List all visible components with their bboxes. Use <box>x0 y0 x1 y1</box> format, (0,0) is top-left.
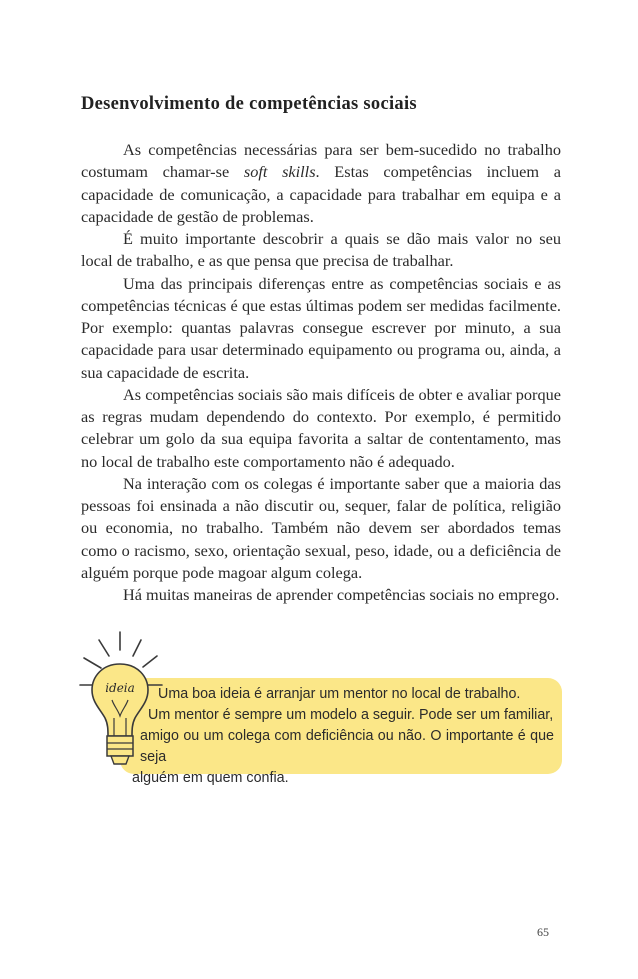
tip-line: Um mentor é sempre um modelo a seguir. Pode ser um familiar, <box>148 707 554 723</box>
tip-line: alguém em quem confia. <box>132 770 289 786</box>
paragraph-text: As competências necessárias para ser bem-sucedido no trabalho costumam chamar-se <box>81 140 561 182</box>
emphasized-term: soft skills <box>243 162 316 182</box>
body-text <box>81 139 561 606</box>
paragraph-text: . Estas competências incluem a capacidade de comunicação, a capacidade para trabalhar em equipa e a capacidade de gestão de problemas. <box>81 162 561 226</box>
paragraph: É muito importante descobrir a quais se dão mais valor no seu local de trabalho, e as que pensa que precisa de trabalhar. <box>81 229 561 271</box>
tip-line: amigo ou um colega com deficiência ou não. O importante é que seja <box>140 728 554 765</box>
section-heading: Desenvolvimento de competências sociais <box>81 94 417 114</box>
paragraph: As competências sociais são mais difíceis de obter e avaliar porque as regras mudam dependendo do contexto. Por exemplo, é permitido celebrar um golo da sua equipa favorita a saltar de contentamento, mas no local de trabalho este comportamento não é adequado. <box>81 384 561 471</box>
tip-text <box>132 684 554 789</box>
tip-line: Uma boa ideia é arranjar um mentor no local de trabalho. <box>158 686 521 702</box>
page-number: 65 <box>537 925 549 939</box>
paragraph <box>81 139 561 228</box>
paragraph: Uma das principais diferenças entre as competências sociais e as competências técnicas é que estas últimas podem ser medidas facilmente. Por exemplo: quantas palavras consegue escrever por minuto, a sua capacidade para usar determinado equipamento ou programa ou, ainda, a sua capacidade de escrita. <box>81 273 561 382</box>
paragraph: Há muitas maneiras de aprender competências sociais no emprego. <box>123 585 560 604</box>
paragraph: Na interação com os colegas é importante saber que a maioria das pessoas foi ensinada a não discutir ou, sequer, falar de política, religião ou economia, no trabalho. Também não devem ser abordados temas como o racismo, sexo, orientação sexual, peso, idade, ou a deficiência de alguém porque pode magoar algum colega. <box>81 473 561 582</box>
idea-tip <box>78 630 568 786</box>
bulb-label: ideia <box>105 681 135 695</box>
